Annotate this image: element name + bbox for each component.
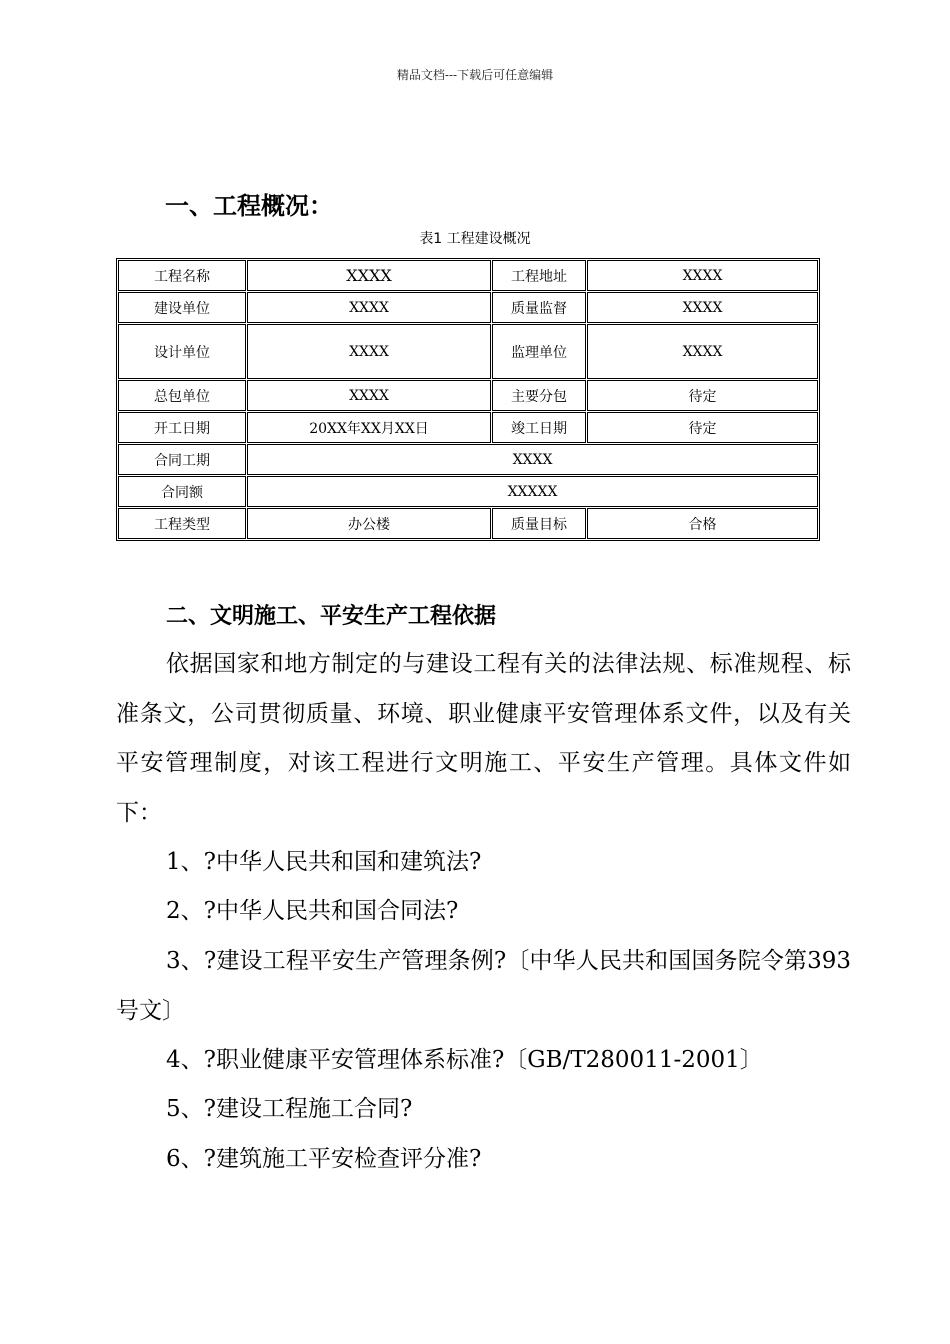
header-watermark: 精品文档---下载后可任意编辑 bbox=[396, 68, 554, 82]
value-cell: XXXXX bbox=[247, 476, 818, 507]
value-cell: 合格 bbox=[587, 508, 818, 539]
table-row bbox=[118, 324, 818, 379]
value-cell: 20XX年XX月XX日 bbox=[247, 412, 491, 443]
intro-paragraph: 依据国家和地方制定的与建设工程有关的法律法规、标准规程、标准条文，公司贯彻质量、环境、职业健康平安管理体系文件，以及有关平安管理制度，对该工程进行文明施工、平安生产管理。具体文件如下： bbox=[116, 651, 851, 826]
label-cell: 监理单位 bbox=[492, 324, 586, 379]
list-item: 3、?建设工程平安生产管理条例?〔中华人民共和国国务院令第393号文〕 bbox=[116, 948, 851, 1024]
label-cell: 合同工期 bbox=[118, 444, 246, 475]
section-title-basis: 二、文明施工、平安生产工程依据 bbox=[166, 604, 497, 629]
value-cell: XXXX bbox=[247, 444, 818, 475]
table-row bbox=[118, 380, 818, 411]
value-cell: XXXX bbox=[247, 292, 491, 323]
value-cell: XXXX bbox=[587, 260, 818, 291]
value-cell: XXXX bbox=[587, 324, 818, 379]
list-item: 2、?中华人民共和国合同法? bbox=[166, 898, 459, 924]
label-cell: 合同额 bbox=[118, 476, 246, 507]
table-row bbox=[118, 444, 818, 475]
section-title-overview: 一、工程概况： bbox=[165, 192, 333, 220]
label-cell: 质量监督 bbox=[492, 292, 586, 323]
list-item: 1、?中华人民共和国和建筑法? bbox=[166, 849, 482, 875]
value-cell: XXXX bbox=[247, 380, 491, 411]
value-cell: 待定 bbox=[587, 412, 818, 443]
value-cell: 待定 bbox=[587, 380, 818, 411]
project-info-table bbox=[116, 258, 820, 541]
value-cell: XXXX bbox=[587, 292, 818, 323]
value-cell: 办公楼 bbox=[247, 508, 491, 539]
label-cell: 竣工日期 bbox=[492, 412, 586, 443]
table-row bbox=[118, 412, 818, 443]
list-item: 5、?建设工程施工合同? bbox=[166, 1096, 413, 1122]
label-cell: 建设单位 bbox=[118, 292, 246, 323]
label-cell: 总包单位 bbox=[118, 380, 246, 411]
value-cell: XXXX bbox=[247, 324, 491, 379]
value-cell: XXXX bbox=[247, 260, 491, 291]
table-caption: 表1 工程建设概况 bbox=[419, 231, 531, 247]
table-row bbox=[118, 508, 818, 539]
table-row bbox=[118, 476, 818, 507]
label-cell: 工程名称 bbox=[118, 260, 246, 291]
label-cell: 质量目标 bbox=[492, 508, 586, 539]
table-row bbox=[118, 292, 818, 323]
label-cell: 主要分包 bbox=[492, 380, 586, 411]
list-item: 4、?职业健康平安管理体系标准?〔GB/T280011-2001〕 bbox=[166, 1047, 763, 1073]
table-row bbox=[118, 260, 818, 291]
list-item: 6、?建筑施工平安检查评分准? bbox=[166, 1146, 482, 1172]
label-cell: 设计单位 bbox=[118, 324, 246, 379]
label-cell: 工程类型 bbox=[118, 508, 246, 539]
label-cell: 开工日期 bbox=[118, 412, 246, 443]
label-cell: 工程地址 bbox=[492, 260, 586, 291]
